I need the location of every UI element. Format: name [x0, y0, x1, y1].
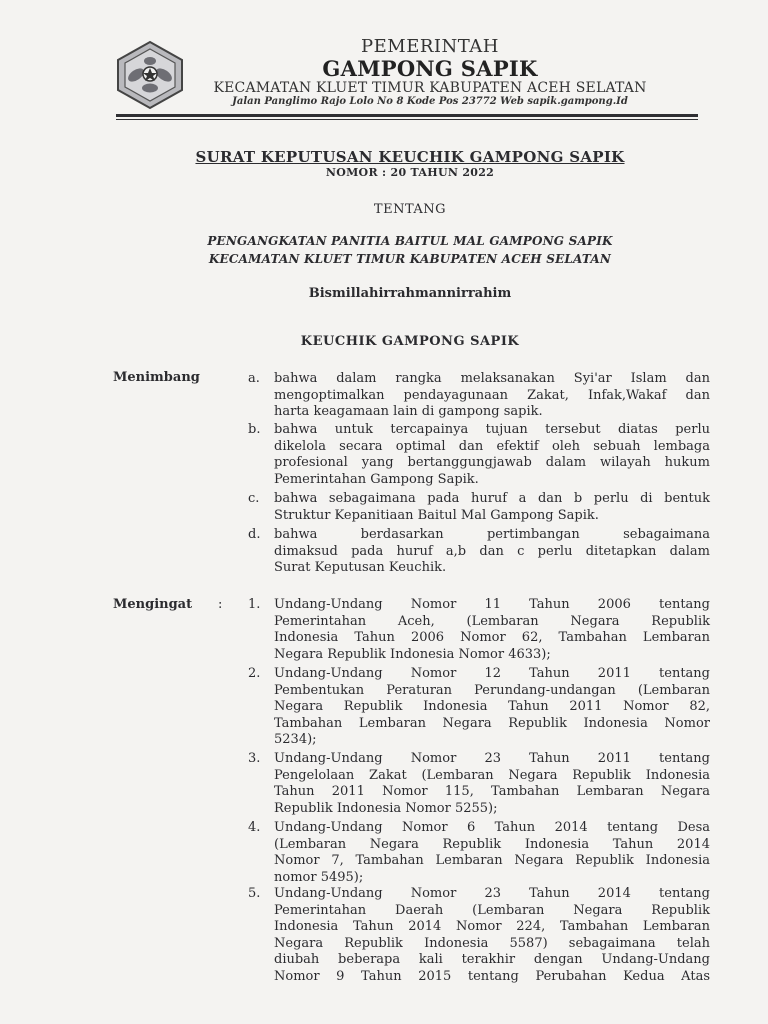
item-line: Republik Indonesia Nomor 5255);: [274, 800, 498, 816]
item-line: Undang-Undang Nomor 11 Tahun 2006 tentang: [274, 597, 710, 612]
item-line: 5234);: [274, 732, 317, 747]
item-line: (Lembaran Negara Republik Indonesia Tahun 2014: [274, 836, 710, 852]
item-line: bahwa berdasarkan pertimbangan sebagaimana: [274, 527, 710, 542]
item-line: Indonesia Tahun 2006 Nomor 62, Tambahan Lembaran: [274, 630, 710, 645]
item-line: Pemerintahan Daerah (Lembaran Negara Republik: [274, 902, 710, 918]
official-title: KEUCHIK GAMPONG SAPIK: [300, 334, 520, 349]
item-line: Pemerintahan Aceh, (Lembaran Negara Republik: [274, 613, 710, 629]
item-line: diubah beberapa kali terakhir dengan Undang-Undang: [274, 952, 710, 967]
menimbang-label: Menimbang: [113, 370, 200, 385]
item-line: dimaksud pada huruf a,b dan c perlu ditetapkan dalam: [274, 543, 710, 559]
letterhead-district: KECAMATAN KLUET TIMUR KABUPATEN ACEH SELATAN: [213, 80, 647, 96]
item-marker: 3.: [248, 751, 261, 766]
regional-emblem-icon: [112, 40, 188, 110]
item-line: Negara Republik Indonesia 5587) sebagaimana telah: [274, 935, 710, 951]
item-marker: 5.: [248, 886, 261, 901]
mengingat-colon: :: [218, 597, 223, 612]
item-line: bahwa sebagaimana pada huruf a dan b perlu di bentuk: [274, 491, 710, 506]
item-line: Surat Keputusan Keuchik.: [274, 560, 447, 575]
item-marker: c.: [248, 491, 260, 506]
item-line: Negara Republik Indonesia Tahun 2011 Nomor 82,: [274, 699, 710, 714]
letterhead-address: Jalan Panglimo Rajo Lolo No 8 Kode Pos 23772 Web sapik.gampong.Id: [232, 96, 628, 107]
item-marker: 1.: [248, 597, 261, 612]
letterhead-government: PEMERINTAH: [361, 36, 499, 57]
decree-title: SURAT KEPUTUSAN KEUCHIK GAMPONG SAPIK: [195, 148, 625, 166]
item-marker: a.: [248, 371, 260, 386]
about-heading: TENTANG: [373, 202, 447, 217]
item-line: Nomor 7, Tambahan Lembaran Negara Republik Indonesia: [274, 853, 710, 868]
item-line: Pembentukan Peraturan Perundang-undangan (Lembaran: [274, 682, 710, 698]
mengingat-label: Mengingat: [113, 597, 193, 612]
item-line: bahwa untuk tercapainya tujuan tersebut diatas perlu: [274, 422, 710, 437]
item-line: bahwa dalam rangka melaksanakan Syi'ar Islam dan: [274, 371, 710, 386]
letterhead-divider-thin: [116, 119, 698, 120]
item-line: Undang-Undang Nomor 12 Tahun 2011 tentang: [274, 666, 710, 681]
item-line: Pemerintahan Gampong Sapik.: [274, 471, 479, 487]
item-line: Undang-Undang Nomor 23 Tahun 2011 tentang: [274, 751, 710, 766]
item-marker: b.: [248, 422, 261, 437]
item-line: Tambahan Lembaran Negara Republik Indonesia Nomor: [274, 715, 710, 731]
item-line: dikelola secara optimal dan efektif oleh sebuah lembaga: [274, 438, 710, 454]
letterhead-village-name: GAMPONG SAPIK: [322, 56, 538, 81]
item-line: Tahun 2011 Nomor 115, Tambahan Lembaran Negara: [274, 784, 710, 799]
item-line: profesional yang bertanggungjawab dalam wilayah hukum: [274, 455, 710, 470]
item-line: Indonesia Tahun 2014 Nomor 224, Tambahan Lembaran: [274, 919, 710, 934]
subject-line-1: PENGANGKATAN PANITIA BAITUL MAL GAMPONG SAPIK: [207, 234, 613, 248]
item-line: Nomor 9 Tahun 2015 tentang Perubahan Kedua Atas: [274, 968, 710, 984]
item-line: Undang-Undang Nomor 6 Tahun 2014 tentang Desa: [274, 820, 710, 835]
basmalah: Bismillahirrahmannirrahim: [308, 286, 512, 301]
item-marker: 2.: [248, 666, 261, 681]
item-line: Undang-Undang Nomor 23 Tahun 2014 tentang: [274, 886, 710, 901]
item-marker: d.: [248, 527, 261, 542]
letterhead-divider-thick: [116, 114, 698, 117]
item-line: mengoptimalkan pendayagunaan Zakat, Infak,Wakaf dan: [274, 387, 710, 403]
subject-line-2: KECAMATAN KLUET TIMUR KABUPATEN ACEH SELATAN: [208, 252, 612, 266]
decree-number: NOMOR : 20 TAHUN 2022: [325, 166, 495, 179]
item-line: Negara Republik Indonesia Nomor 4633);: [274, 646, 551, 662]
item-line: harta keagamaan lain di gampong sapik.: [274, 404, 543, 419]
item-marker: 4.: [248, 820, 261, 835]
item-line: nomor 5495);: [274, 869, 364, 885]
item-line: Struktur Kepanitiaan Baitul Mal Gampong Sapik.: [274, 507, 599, 523]
item-line: Pengelolaan Zakat (Lembaran Negara Republik Indonesia: [274, 767, 710, 783]
